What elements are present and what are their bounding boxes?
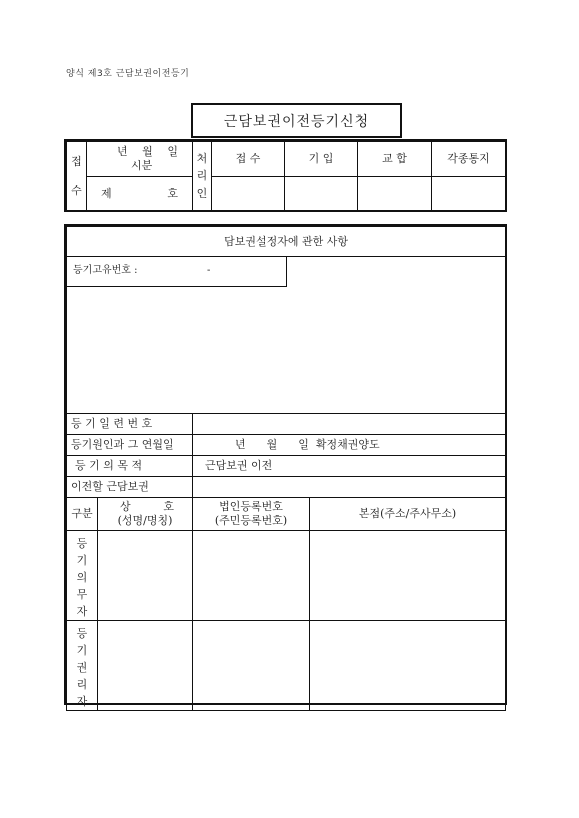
reception-label — [67, 142, 87, 211]
obligee-registration-field[interactable] — [193, 621, 310, 711]
obligee-name-field[interactable] — [98, 621, 193, 711]
party-header-registration — [193, 498, 310, 531]
hour-label: 시 — [131, 159, 142, 172]
number-prefix-label: 제 — [101, 186, 112, 200]
notice-field[interactable] — [432, 177, 506, 211]
name-header-char: 상 — [120, 500, 131, 514]
form-title: 근담보권이전등기신청 — [191, 103, 402, 138]
reception-table — [64, 139, 507, 212]
obligor-label-char: 기 — [76, 554, 88, 568]
obligee-label — [67, 621, 98, 711]
reception-datetime-cell[interactable] — [87, 142, 193, 177]
processing-label-char: 인 — [196, 186, 208, 200]
form-caption: 양식 제3호 근담보권이전등기 — [66, 69, 190, 79]
obligor-label — [67, 531, 98, 621]
name-header-char: 호 — [163, 500, 174, 514]
month-label: 월 — [142, 145, 153, 159]
grantor-detail-area[interactable] — [67, 257, 506, 414]
obligee-label-char: 권 — [76, 661, 88, 675]
header-verify: 교 합 — [358, 142, 432, 177]
party-header-category: 구분 — [67, 498, 98, 531]
party-header-name — [98, 498, 193, 531]
obligor-label-char: 자 — [76, 605, 88, 619]
row-label-cause: 등기원인과 그 연월일 — [67, 435, 193, 456]
verify-field[interactable] — [358, 177, 432, 211]
number-suffix-label: 호 — [167, 186, 178, 200]
processing-label-char: 리 — [196, 169, 208, 183]
party-header-address: 본점(주소/주사무소) — [310, 498, 506, 531]
day-label: 일 — [167, 145, 178, 159]
receipt-field[interactable] — [212, 177, 285, 211]
row-label-purpose: 등 기 의 목 적 — [67, 456, 193, 477]
processing-label — [193, 142, 212, 211]
obligor-name-field[interactable] — [98, 531, 193, 621]
registration-id-value: - — [207, 265, 211, 277]
entry-field[interactable] — [285, 177, 358, 211]
row-label-serial: 등 기 일 련 번 호 — [67, 414, 193, 435]
obligor-label-char: 무 — [76, 588, 88, 602]
obligee-label-char: 리 — [76, 678, 88, 692]
row-value-transfer[interactable] — [193, 477, 506, 498]
obligor-label-char: 등 — [76, 537, 88, 550]
obligee-label-char: 등 — [76, 627, 88, 641]
grantor-section — [64, 224, 507, 709]
section-header: 담보권설정자에 관한 사항 — [67, 227, 506, 257]
obligor-address-field[interactable] — [310, 531, 506, 621]
registration-header-sub: (주민등록번호) — [214, 514, 288, 527]
reception-number-cell[interactable] — [87, 177, 193, 211]
obligor-registration-field[interactable] — [193, 531, 310, 621]
obligor-label-char: 의 — [76, 571, 88, 585]
registration-id-label: 등기고유번호 : — [73, 265, 138, 277]
row-value-serial[interactable] — [193, 414, 506, 435]
row-value-purpose[interactable]: 근담보권 이전 — [193, 456, 506, 477]
reception-label-char: 접 — [71, 154, 82, 168]
obligee-label-char: 자 — [76, 695, 88, 709]
registration-id-box[interactable] — [67, 257, 287, 287]
obligee-address-field[interactable] — [310, 621, 506, 711]
processing-label-char: 처 — [196, 152, 208, 166]
header-entry: 기 입 — [285, 142, 358, 177]
name-header-sub: (성명/명칭) — [117, 514, 173, 527]
row-value-cause[interactable]: 년 월 일 확정채권양도 — [193, 435, 506, 456]
minute-label: 분 — [141, 159, 153, 172]
row-label-transfer: 이전할 근담보권 — [67, 477, 193, 498]
obligee-label-char: 기 — [76, 644, 88, 658]
reception-label-char: 수 — [71, 184, 82, 197]
header-receipt: 접 수 — [212, 142, 285, 177]
registration-header-main: 법인등록번호 — [219, 500, 283, 514]
year-label: 년 — [117, 145, 128, 159]
header-notice: 각종통지 — [432, 142, 506, 177]
